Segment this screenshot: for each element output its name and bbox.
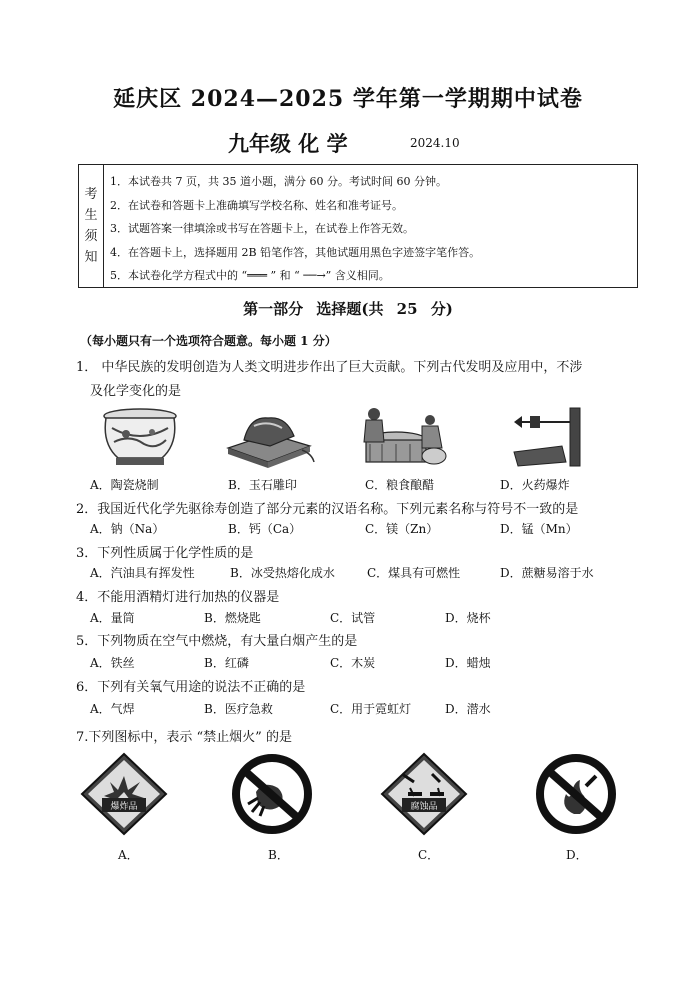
- answer-options: [90, 564, 650, 582]
- notice-heading-char: 须: [84, 229, 98, 244]
- notice-heading-char: 生: [84, 208, 98, 223]
- question-stem: 3．下列性质属于化学性质的是: [76, 546, 254, 561]
- answer-options: [90, 609, 650, 627]
- exam-title: 延庆区 2024—2025 学年第一学期期中试卷: [113, 86, 583, 112]
- notice-item: 2．在试卷和答题卡上准确填写学校名称、姓名和准考证号。: [110, 198, 403, 212]
- option-c[interactable]: C．木炭: [330, 656, 376, 670]
- option-a[interactable]: A．汽油具有挥发性: [90, 566, 195, 580]
- option-d[interactable]: D．锰（Mn）: [500, 522, 578, 536]
- option-a[interactable]: A．量筒: [90, 611, 135, 625]
- grain-brewing-image: [352, 402, 448, 470]
- option-b[interactable]: B．冰受热熔化成水: [230, 566, 335, 580]
- question-stem-continued: 及化学变化的是: [90, 384, 182, 399]
- notice-item: 3．试题答案一律填涂或书写在答题卡上，在试卷上作答无效。: [110, 222, 414, 235]
- question-stem: 5．下列物质在空气中燃烧，有大量白烟产生的是: [76, 634, 358, 649]
- question-stem: 1． 中华民族的发明创造为人类文明进步作出了巨大贡献。下列古代发明及应用中，不涉: [76, 360, 583, 375]
- option-a[interactable]: A．钠（Na）: [90, 522, 165, 536]
- option-c[interactable]: C．粮食酿醋: [365, 478, 435, 492]
- notice-item: 5．本试卷化学方程式中的 “═══ ” 和 “ ──→” 含义相同。: [110, 269, 390, 282]
- option-d[interactable]: D．潜水: [445, 702, 491, 716]
- option-d[interactable]: D．蜡烛: [445, 656, 491, 670]
- option-c[interactable]: C．镁（Zn）: [365, 522, 439, 536]
- option-a[interactable]: A．铁丝: [90, 656, 135, 670]
- option-a[interactable]: A．气焊: [90, 702, 135, 716]
- notice-heading-char: 考: [84, 187, 98, 202]
- sign-option-d[interactable]: D．: [566, 848, 588, 862]
- corrosive-sign-label: 腐蚀品: [410, 802, 438, 812]
- gunpowder-weapons-image: [510, 404, 590, 470]
- question-stem: 7.下列图标中，表示 “禁止烟火” 的是: [76, 730, 292, 745]
- option-c[interactable]: C．用于霓虹灯: [330, 702, 412, 716]
- notice-heading-char: 知: [84, 250, 98, 265]
- sign-option-b[interactable]: B．: [268, 848, 289, 862]
- option-b[interactable]: B．钙（Ca）: [228, 522, 302, 536]
- corrosive-diamond-sign-icon: [380, 752, 468, 836]
- sign-option-c[interactable]: C．: [418, 848, 440, 862]
- notice-heading: [79, 165, 104, 287]
- option-c[interactable]: C．试管: [330, 611, 376, 625]
- jade-seal-image: [220, 404, 316, 468]
- notice-item: 1．本试卷共 7 页，共 35 道小题，满分 60 分。考试时间 60 分钟。: [110, 175, 447, 188]
- exam-date: 2024.10: [410, 136, 460, 150]
- notice-item: 4．在答题卡上，选择题用 2B 铅笔作答，其他试题用黑色字迹签字笔作答。: [110, 245, 481, 259]
- no-fireworks-sign-icon: [230, 752, 314, 836]
- question-stem: 4．不能用酒精灯进行加热的仪器是: [76, 590, 280, 605]
- explosive-diamond-sign-icon: [80, 752, 168, 836]
- answer-options: [90, 476, 650, 494]
- section-instruction: （每小题只有一个选项符合题意。每小题 1 分）: [80, 334, 337, 348]
- porcelain-jar-image: [100, 404, 180, 468]
- option-b[interactable]: B．红磷: [204, 656, 249, 670]
- notice-box: [78, 164, 638, 288]
- option-d[interactable]: D．烧杯: [445, 611, 491, 625]
- answer-options: [90, 700, 650, 718]
- notice-list: [104, 165, 637, 287]
- section-title: 第一部分 选择题(共 25 分): [243, 300, 453, 318]
- option-c[interactable]: C．煤具有可燃性: [367, 566, 461, 580]
- option-b[interactable]: B．玉石雕印: [228, 478, 297, 492]
- option-b[interactable]: B．医疗急救: [204, 702, 273, 716]
- option-a[interactable]: A．陶瓷烧制: [90, 478, 159, 492]
- answer-options: [90, 654, 650, 672]
- question-stem: 6．下列有关氧气用途的说法不正确的是: [76, 680, 306, 695]
- sign-option-a[interactable]: A．: [118, 848, 139, 862]
- exam-subtitle: 九年级 化 学: [228, 131, 348, 156]
- question-stem: 2．我国近代化学先驱徐寿创造了部分元素的汉语名称。下列元素名称与符号不一致的是: [76, 502, 579, 517]
- no-open-flame-sign-icon: [534, 752, 618, 836]
- answer-options: [90, 520, 650, 538]
- option-d[interactable]: D．火药爆炸: [500, 478, 570, 492]
- option-b[interactable]: B．燃烧匙: [204, 611, 261, 625]
- explosive-sign-label: 爆炸品: [110, 802, 138, 812]
- option-d[interactable]: D．蔗糖易溶于水: [500, 566, 594, 580]
